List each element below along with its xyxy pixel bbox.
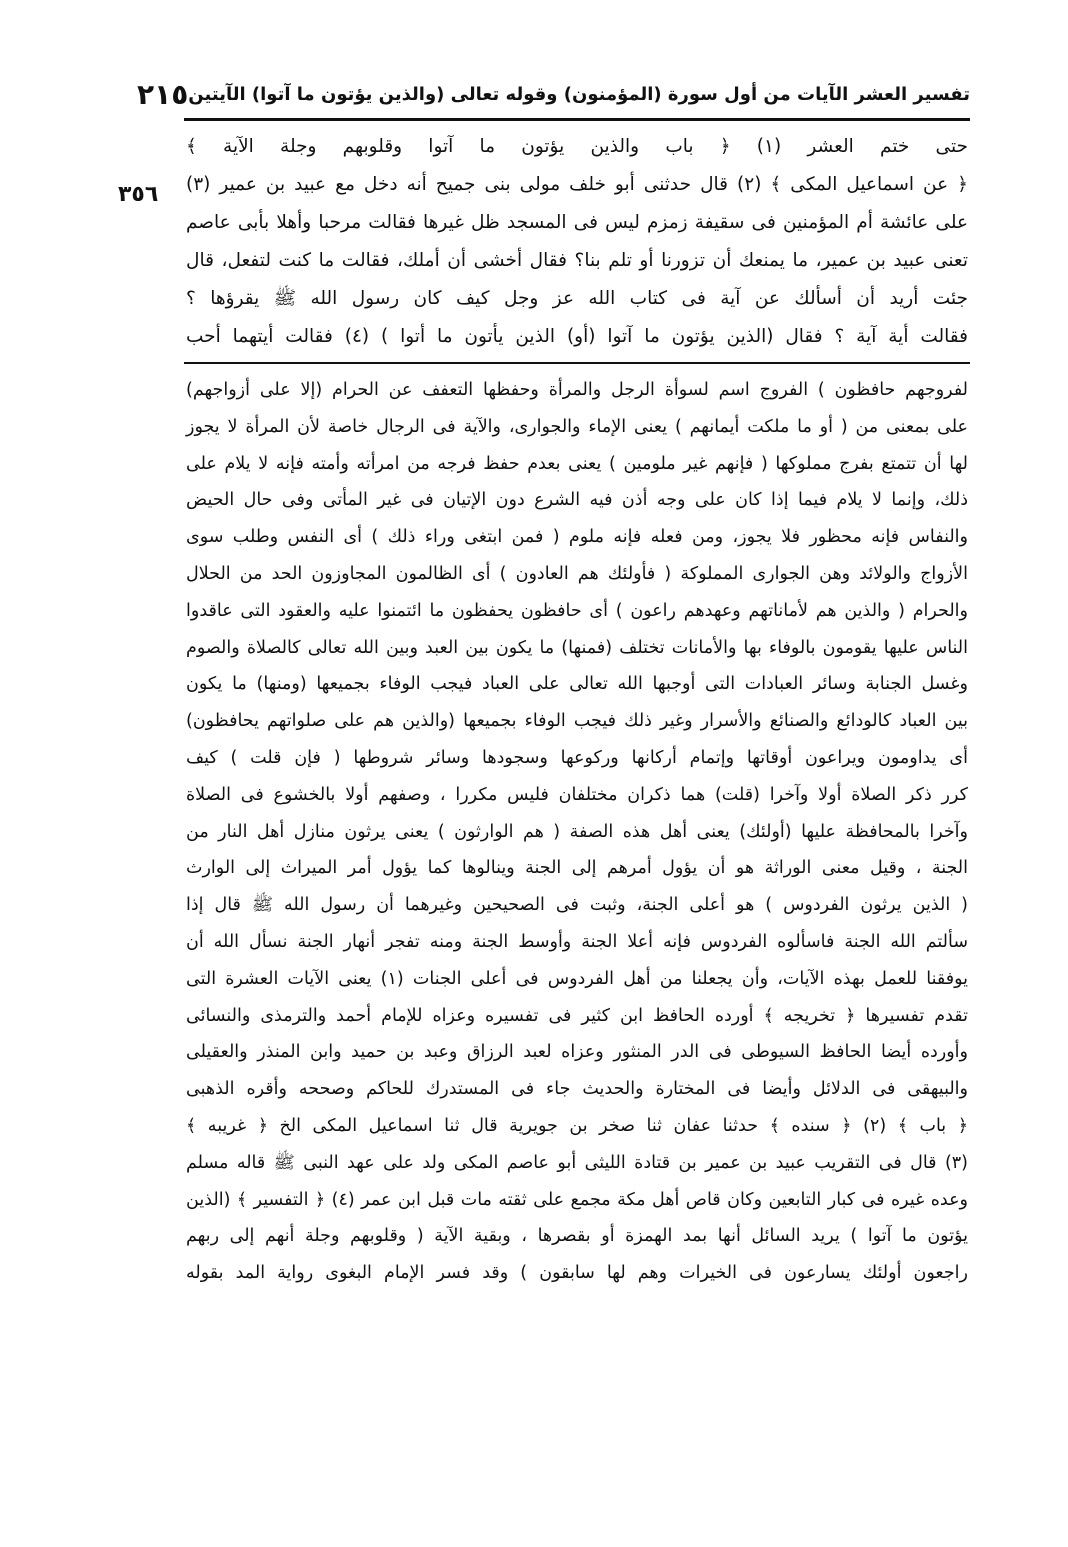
- commentary-line: والنفاس فإنه محظور فلا يجوز، ومن فعله فإنه ملوم ( فمن ابتغى وراء ذلك ) أى النفس وطلب سوى: [186, 527, 968, 548]
- commentary-line: لفروجهم حافظون ) الفروج اسم لسوأة الرجل والمرأة وحفظها التعفف عن الحرام (إلا على أزواجهم): [186, 380, 968, 400]
- commentary-line: بين العباد كالودائع والصنائع والأسرار وغير ذلك فيجب الوفاء بجميعها (والذين هم على صلواتهم يحافظون): [186, 711, 968, 732]
- commentary-line: وغسل الجنابة وسائر العبادات التى أوجبها الله تعالى على العباد فيجب الوفاء بجميعها (ومنها) ما يكون: [186, 674, 968, 695]
- commentary-line: والبيهقى فى الدلائل وأيضا فى المختارة والحديث جاء فى المستدرك للحاكم وصححه وأقره الذهبى: [186, 1079, 968, 1100]
- margin-hadith-number: ٣٥٦: [118, 182, 159, 207]
- text-line: ﴿ عن اسماعيل المكى ﴾ (٢) قال حدثنى أبو خلف مولى بنى جميح أنه دخل مع عبيد بن عمير (٣): [186, 174, 969, 195]
- commentary-line: تقدم تفسيرها ﴿ تخريجه ﴾ أورده الحافظ ابن كثير فى تفسيره وعزاه للإمام أحمد والترمذى والنسائى: [186, 1005, 968, 1026]
- commentary-line: والحرام ( والذين هم لأماناتهم وعهدهم راعون ) أى حافظون يحفظون ما ائتمنوا عليه والعقود التى عاقدوا: [186, 600, 968, 621]
- commentary-line: كرر ذكر الصلاة أولا وآخرا (قلت) هما ذكران مختلفان فليس مكررا ، وصفهم أولا بالخشوع فى الصلاة: [186, 784, 968, 805]
- commentary-line: سألتم الله الجنة فاسألوه الفردوس فإنه أعلا الجنة وأوسط الجنة ومنه تفجر أنهار الجنة نسأل الله أن: [186, 931, 968, 952]
- text-line: على عائشة أم المؤمنين فى سقيفة زمزم ليس فى المسجد ظل غيرها فقالت مرحبا وأهلا بأبى عاصم: [186, 212, 968, 233]
- text-line: تعنى عبيد بن عمير، ما يمنعك أن تزورنا أو تلم بنا؟ فقال أخشى أن أملك، فقالت ما كنت لتفعل، قال: [186, 250, 968, 271]
- page-header: [137, 72, 970, 116]
- commentary-line: أى يداومون ويراعون أوقاتها وإتمام أركانها وركوعها وسجودها وسائر شروطها ( فإن قلت ) كيف: [186, 747, 968, 768]
- commentary-line: وآخرا بالمحافظة عليها (أولئك) يعنى أهل هذه الصفة ( هم الوارثون ) يعنى يرثون منازل أهل النار من: [186, 821, 968, 842]
- commentary-line: وعده غيره فى كبار التابعين وكان قاص أهل مكة مجمع على ثقته مات قبل ابن عمر (٤) ﴿ التفسير ﴾ (الذين: [186, 1189, 968, 1210]
- header-rule: [184, 118, 970, 121]
- hadith-text: [186, 128, 968, 356]
- text-line: حتى ختم العشر (١) ﴿ باب والذين يؤتون ما آتوا وقلوبهم وجلة الآية ﴾: [186, 136, 968, 157]
- commentary-line: ذلك، وإنما لا يلام فيما إذا كان على وجه أذن فيه الشرع دون الإتيان فى غير المأتى وفى حال الحيض: [186, 490, 968, 511]
- commentary-line: الناس عليها يقومون بالوفاء بها والأمانات تختلف (فمنها) ما يكون بين العبد وبين الله تعالى كالصلاة والصوم: [186, 637, 968, 658]
- running-title: تفسير العشر الآيات من أول سورة (المؤمنون) وقوله تعالى (والذين يؤتون ما آتوا) الآيتين: [188, 83, 970, 105]
- commentary-line: يؤتون ما آتوا ) يريد السائل أنها بمد الهمزة أو بقصرها ، وبقية الآية ( وقلوبهم وجلة أنهم إلى ربهم: [186, 1226, 968, 1247]
- commentary-line: الجنة ، وقيل معنى الوراثة هو أن يؤول أمرهم إلى الجنة وينالوها كما يؤول أمر الميراث إلى الوارث: [186, 858, 968, 879]
- commentary-line: يوفقنا للعمل بهذه الآيات، وأن يجعلنا من أهل الفردوس فى أعلى الجنات (١) يعنى الآيات العشرة التى: [186, 968, 968, 989]
- commentary-line: ﴿ باب ﴾ (٢) ﴿ سنده ﴾ حدثنا عفان ثنا صخر بن جويرية قال ثنا اسماعيل المكى الخ ﴿ غريبه ﴾: [186, 1115, 968, 1136]
- page-number: ٢١٥: [137, 77, 189, 111]
- commentary-line: على بمعنى من ( أو ما ملكت أيمانهم ) يعنى الإماء والجوارى، والآية فى الرجال خاصة لأن المرأة لا يجوز: [186, 416, 968, 437]
- commentary-line: ( الذين يرثون الفردوس ) هو أعلى الجنة، وثبت فى الصحيحين وغيرهما أن رسول الله ﷺ قال إذا: [186, 895, 968, 916]
- commentary-line: وأورده أيضا الحافظ السيوطى فى الدر المنثور وعزاه لعبد الرزاق وعبد بن حميد وابن المنذر والعقيلى: [186, 1042, 968, 1063]
- commentary-line: الأزواج والولائد وهن الجوارى المملوكة ( فأولئك هم العادون ) أى الظالمون المجاوزون الحد من الحلال: [186, 563, 968, 584]
- commentary-line: لها أن تتمتع بفرج مملوكها ( فإنهم غير ملومين ) يعنى بعدم حفظ فرجه من امرأته وأمته فإنه لا يلام على: [186, 453, 968, 474]
- text-line: جئت أريد أن أسألك عن آية فى كتاب الله عز وجل كيف كان رسول الله ﷺ يقرؤها ؟: [186, 288, 968, 309]
- section-divider: [184, 362, 970, 364]
- commentary-line: (٣) قال فى التقريب عبيد بن عمير بن قتادة الليثى أبو عاصم المكى ولد على عهد النبى ﷺ قاله مسلم: [186, 1152, 968, 1173]
- text-line: فقالت أية آية ؟ فقال (الذين يؤتون ما آتوا (أو) الذين يأتون ما أتوا ) (٤) فقالت أيتهما أحب: [186, 326, 968, 347]
- commentary-text: [186, 372, 968, 1292]
- commentary-line: راجعون أولئك يسارعون فى الخيرات وهم لها سابقون ) وقد فسر الإمام البغوى رواية المد بقوله: [186, 1263, 968, 1284]
